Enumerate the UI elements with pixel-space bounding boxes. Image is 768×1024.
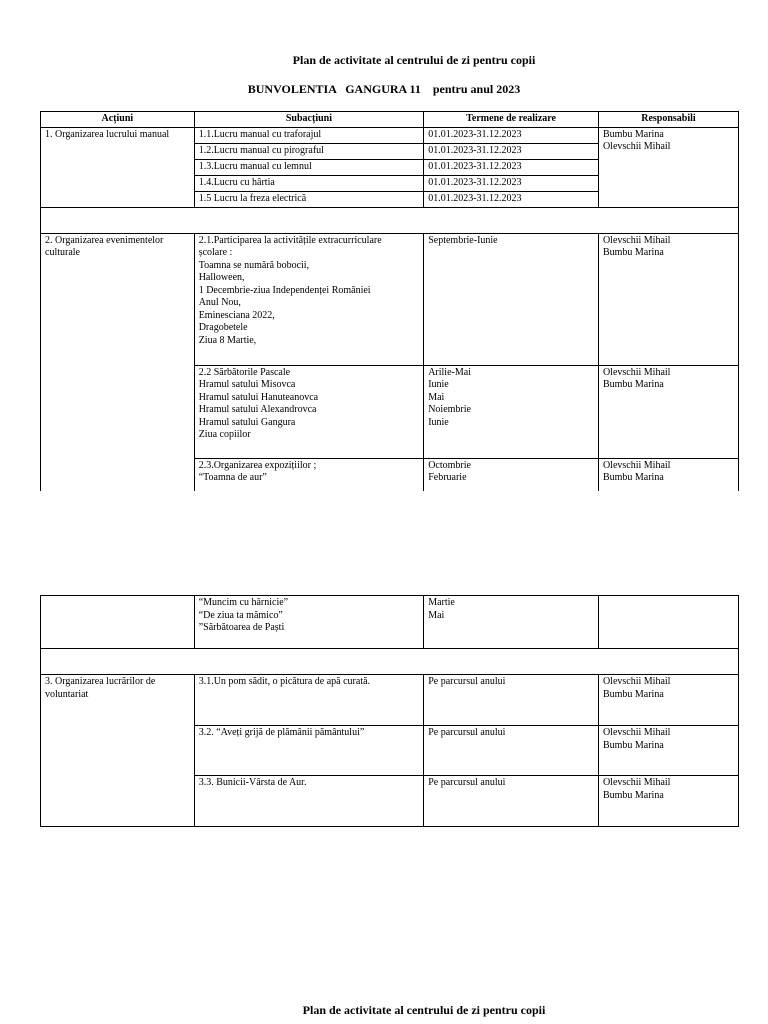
action-line: culturale bbox=[45, 247, 80, 258]
responsible-name: Olevschii Mihail bbox=[602, 141, 671, 152]
responsible-cell bbox=[598, 675, 738, 726]
deadline-line: Martie bbox=[428, 597, 455, 608]
column-header-subactions: Subacțiuni bbox=[194, 112, 424, 128]
table-row bbox=[41, 127, 739, 143]
subaction-line: școlare : bbox=[198, 247, 233, 258]
subaction-line: Ziua 8 Martie, bbox=[198, 334, 257, 346]
subaction-line: Dragobetele bbox=[198, 322, 248, 333]
responsible-name: Bumbu Marina bbox=[602, 688, 664, 700]
responsible-cell bbox=[598, 365, 738, 458]
activity-table bbox=[40, 111, 739, 519]
responsible-cell bbox=[598, 233, 738, 365]
deadline-line: Mai bbox=[428, 609, 445, 621]
spacer-row bbox=[41, 649, 739, 675]
deadline-line: Iunie bbox=[428, 416, 449, 428]
responsible-name: Bumbu Marina bbox=[602, 128, 664, 140]
action-line: voluntariat bbox=[45, 688, 89, 700]
responsible-name: Olevschii Mihail bbox=[602, 459, 671, 471]
table-row bbox=[41, 596, 739, 649]
plan-year: pentru anul 2023 bbox=[432, 82, 521, 96]
table-header-row bbox=[41, 112, 739, 128]
action-cell bbox=[41, 233, 195, 518]
responsible-name: Bumbu Marina bbox=[602, 739, 664, 751]
subaction-line: Hramul satului Hanuteanovca bbox=[198, 391, 319, 403]
subaction-line: Ziua copiilor bbox=[198, 429, 251, 440]
deadline-cell: Pe parcursul anului bbox=[424, 776, 599, 827]
responsible-cell bbox=[598, 776, 738, 827]
deadline-cell: 01.01.2023-31.12.2023 bbox=[424, 143, 599, 159]
table-row bbox=[41, 675, 739, 726]
responsible-name: Olevschii Mihail bbox=[602, 777, 671, 788]
deadline-line: Noiembrie bbox=[428, 404, 471, 415]
activity-table-continued bbox=[40, 595, 739, 827]
subaction-cell: 3.2. “Aveți grijă de plămânii pământului” bbox=[194, 726, 424, 776]
column-header-actions: Acțiuni bbox=[41, 112, 195, 128]
deadline-cell: Septembrie-Iunie bbox=[424, 233, 599, 365]
responsible-name: Bumbu Marina bbox=[602, 472, 664, 483]
next-page-title: Plan de activitate al centrului de zi pentru copii bbox=[302, 1003, 546, 1017]
action-cell bbox=[41, 596, 195, 649]
deadline-cell: 01.01.2023-31.12.2023 bbox=[424, 127, 599, 143]
subaction-line: 2.1.Participarea la activitățile extracurriculare bbox=[198, 234, 382, 246]
subaction-line: Hramul satului Gangura bbox=[198, 416, 296, 428]
responsible-cell bbox=[598, 596, 738, 649]
subaction-line: “Toamna de aur” bbox=[198, 472, 267, 483]
subaction-line: 1 Decembrie-ziua Independenței României bbox=[198, 284, 371, 296]
deadline-line: Iunie bbox=[428, 379, 449, 390]
page-break bbox=[30, 491, 750, 595]
subaction-cell: 1.4.Lucru cu hârtia bbox=[194, 175, 424, 191]
subaction-line: Hramul satului Alexandrovca bbox=[198, 404, 317, 415]
subaction-line: Hramul satului Misovca bbox=[198, 379, 296, 390]
subaction-cell bbox=[194, 233, 424, 365]
deadline-cell bbox=[424, 365, 599, 458]
subaction-line: Eminesciana 2022, bbox=[198, 309, 275, 321]
deadline-line: Octombrie bbox=[428, 459, 471, 471]
deadline-cell: 01.01.2023-31.12.2023 bbox=[424, 175, 599, 191]
subaction-line: Anul Nou, bbox=[198, 297, 241, 308]
responsible-name: Bumbu Marina bbox=[602, 789, 664, 801]
subaction-line: ”Sărbătoarea de Paști bbox=[198, 622, 285, 633]
responsible-name: Olevschii Mihail bbox=[602, 366, 671, 378]
spacer-row bbox=[41, 207, 739, 233]
subaction-cell bbox=[194, 365, 424, 458]
deadline-cell: 01.01.2023-31.12.2023 bbox=[424, 159, 599, 175]
subaction-cell: 1.5 Lucru la freza electrică bbox=[194, 191, 424, 207]
deadline-line: Mai bbox=[428, 391, 445, 403]
column-header-deadlines: Termene de realizare bbox=[424, 112, 599, 128]
subaction-cell: 1.1.Lucru manual cu traforajul bbox=[194, 127, 424, 143]
subaction-line: 2.2 Sărbătorile Pascale bbox=[198, 366, 291, 378]
page-subtitle bbox=[0, 82, 768, 97]
organization-name: BUNVOLENTIA GANGURA 11 bbox=[247, 82, 421, 96]
responsible-name: Olevschii Mihail bbox=[602, 676, 671, 687]
responsible-name: Olevschii Mihail bbox=[602, 234, 671, 246]
page-title: Plan de activitate al centrului de zi pentru copii bbox=[292, 53, 536, 67]
subaction-cell: 3.3. Bunicii-Vârsta de Aur. bbox=[194, 776, 424, 827]
subaction-line: 2.3.Organizarea expozițiilor ; bbox=[198, 459, 317, 471]
subaction-cell bbox=[194, 596, 424, 649]
subaction-line: “Muncim cu hărnicie” bbox=[198, 597, 289, 608]
deadline-line: Arilie-Mai bbox=[428, 366, 471, 378]
responsible-name: Bumbu Marina bbox=[602, 247, 664, 258]
deadline-cell: Pe parcursul anului bbox=[424, 726, 599, 776]
subaction-cell: 1.2.Lucru manual cu pirograful bbox=[194, 143, 424, 159]
responsible-cell bbox=[598, 127, 738, 207]
column-header-responsible: Responsabili bbox=[598, 112, 738, 128]
deadline-cell: Pe parcursul anului bbox=[424, 675, 599, 726]
action-line: 3. Organizarea lucrărilor de bbox=[45, 676, 156, 687]
responsible-name: Bumbu Marina bbox=[602, 379, 664, 390]
subaction-cell: 1.3.Lucru manual cu lemnul bbox=[194, 159, 424, 175]
subaction-line: Halloween, bbox=[198, 272, 245, 283]
table-row bbox=[41, 233, 739, 365]
subaction-line: “De ziua ta mămico” bbox=[198, 609, 283, 621]
action-cell: 1. Organizarea lucrului manual bbox=[41, 127, 195, 207]
action-cell bbox=[41, 675, 195, 827]
deadline-cell bbox=[424, 596, 599, 649]
subaction-cell: 3.1.Un pom sădit, o picătura de apă curată. bbox=[194, 675, 424, 726]
action-line: 2. Organizarea evenimentelor bbox=[45, 234, 164, 246]
deadline-line: Februarie bbox=[428, 472, 467, 483]
subaction-line: Toamna se numără bobocii, bbox=[198, 259, 310, 271]
deadline-cell: 01.01.2023-31.12.2023 bbox=[424, 191, 599, 207]
responsible-name: Olevschii Mihail bbox=[602, 727, 671, 738]
responsible-cell bbox=[598, 726, 738, 776]
